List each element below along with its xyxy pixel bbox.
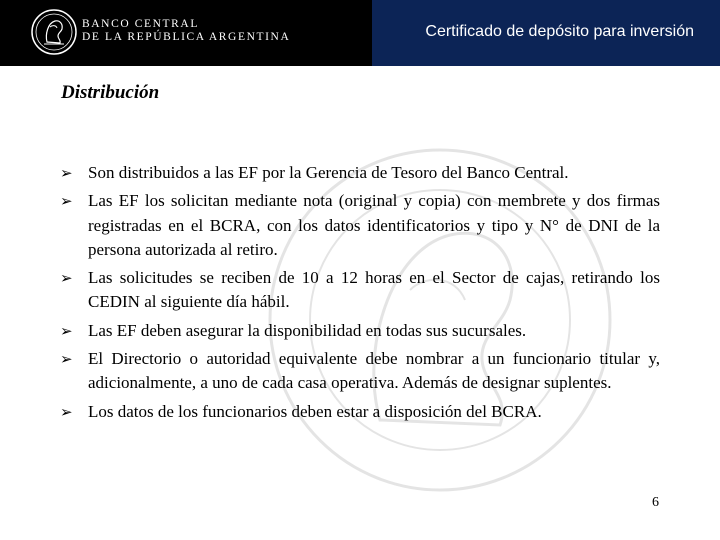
arrowhead-bullet-icon: ➢ (60, 164, 73, 182)
header-title-panel (372, 0, 720, 66)
bank-name (82, 18, 290, 44)
header-bar (0, 0, 720, 66)
page-number: 6 (652, 495, 659, 510)
bullet-item (60, 161, 660, 185)
section-title: Distribución (61, 82, 160, 103)
bullet-text: El Directorio o autoridad equivalente debe nombrar a un funcionario titular y, adicionalmente, a uno de cada casa operativa. Además de designar suplentes. (88, 349, 660, 393)
bank-name-line-1: BANCO CENTRAL (82, 18, 199, 30)
bullet-item (60, 400, 660, 424)
bullet-item (60, 189, 660, 262)
arrowhead-bullet-icon: ➢ (60, 321, 73, 340)
bullet-text: Son distribuidos a las EF por la Gerencia de Tesoro del Banco Central. (88, 163, 569, 182)
arrowhead-bullet-icon: ➢ (60, 192, 73, 211)
bullet-item (60, 319, 660, 343)
bullet-item (60, 347, 660, 396)
bcra-seal-icon (30, 8, 78, 56)
arrowhead-bullet-icon: ➢ (60, 402, 73, 421)
arrowhead-bullet-icon: ➢ (60, 350, 73, 369)
presentation-title: Certificado de depósito para inversión (425, 23, 694, 40)
bullet-text: Los datos de los funcionarios deben estar a disposición del BCRA. (88, 401, 542, 421)
bullet-text: Las solicitudes se reciben de 10 a 12 horas en el Sector de cajas, retirando los CEDIN al siguiente día hábil. (88, 268, 660, 312)
bullet-text: Las EF los solicitan mediante nota (original y copia) con membrete y dos firmas registradas en el BCRA, con los datos identificatorios y tipo y N° de DNI de la persona autorizada al retiro. (88, 191, 660, 259)
arrowhead-bullet-icon: ➢ (60, 269, 73, 288)
bullet-list (60, 161, 660, 428)
bullet-item (60, 266, 660, 315)
bullet-text: Las EF deben asegurar la disponibilidad en todas sus sucursales. (88, 320, 527, 340)
bank-name-line-2: DE LA REPÚBLICA ARGENTINA (82, 31, 291, 43)
